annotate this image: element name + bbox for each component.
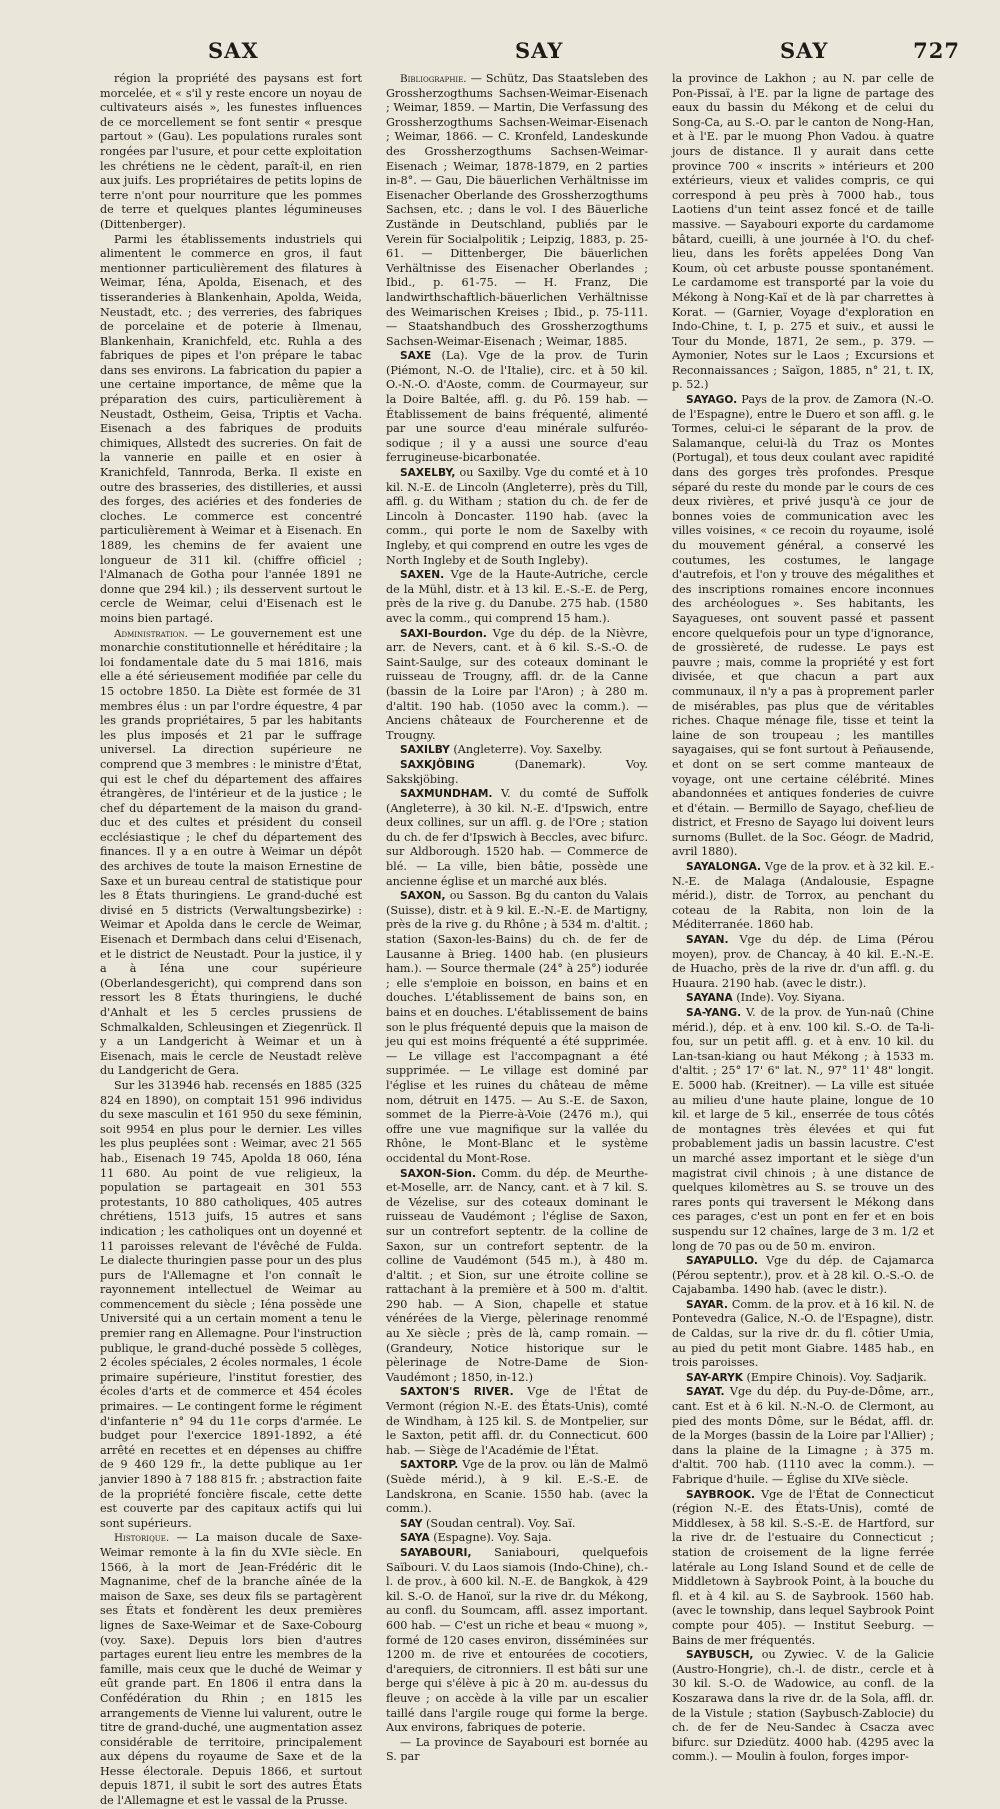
entry-text: (Soudan central). Voy. Saï. [422,1516,576,1530]
headword: SAYABOURI, [400,1546,472,1559]
entry-text: (Danemark). Voy. Sakskjöbing. [386,757,648,786]
paragraph: la province de Lakhon ; au N. par celle de Pon-Pissaï, à l'E. par la ligne de partage des eaux du bassin du Mékong et de celui du Song-Ca, au S.-O. par le canton de Nong-Han, et à l'E. par le muong Phon Vadou. à quatre jours de distance. Il y aurait dans cette province 700 « inscrits » intérieurs et 200 extérieurs, vieux et valides compris, ce qui correspond à peu près à 7000 hab., tous Laotiens d'un teint assez foncé et de taille massive. — Sayabouri exporte du cardamome bâtard, cueilli, à une journée à l'O. du chef-lieu, dans les forêts appelées Dong Van Koum, où cet arbuste pousse spontanément. Le cardamome est transporté par la voie du Mékong à Nong-Kaï et de là par charrettes à Korat. — (Garnier, Voyage d'exploration en Indo-Chine, t. I, p. 275 et suiv., et aussi le Tour du Monde, 1871, 2e sem., p. 379. — Aymonier, Notes sur le Laos ; Excursions et Reconnaissances ; Saïgon, 1885, n° 21, t. IX, p. 52.) [672,72,934,392]
headword: SAXKJÖBING [400,758,475,771]
entry [672,1648,934,1765]
entry-text: (Angleterre). Voy. Saxelby. [449,743,603,757]
paragraph [100,627,362,1079]
entry-text: Vge de la prov. ou län de Malmö (Suède mérid.), à 9 kil. E.-S.-E. de Landskrona, en Scanie. 1550 hab. (avec la comm.). [386,1458,648,1516]
header-middle-word: SAY [515,38,564,63]
section-text: — Le gouvernement est une monarchie constitutionnelle et héréditaire ; la loi fondamentale date du 5 mai 1816, mais elle a été sérieusement modifiée par celle du 15 octobre 1850. La Diète est formée de 31 membres élus : un par l'ordre équestre, 4 par les grands propriétaires, 5 par les habitants les plus imposés et 21 par le suffrage universel. La direction supérieure ne comprend que 3 membres : le ministre d'État, qui est le chef du département des affaires étrangères, de l'intérieur et de la justice ; le chef du département de la maison du grand-duc et des cultes et président du conseil ecclésiastique ; le chef du département des finances. Il y a en outre à Weimar un dépôt des archives de toute la maison Ernestine de Saxe et un bureau central de statistique pour les 8 États thuringiens. Le grand-duché est divisé en 5 districts (Verwaltungsbezirke) : Weimar et Apolda dans le cercle de Weimar, Eisenach et Dermbach dans celui d'Eisenach, et le district de Neustadt. Pour la justice, il y a à Iéna une cour supérieure (Oberlandesgericht), qui comprend dans son ressort les 8 États thuringiens, le duché d'Anhalt et les 5 cercles prussiens de Schmalkalden, Schleusingen et Ziegenrück. Il y a un Landgericht à Weimar et un à Eisenach, mais le cercle de Neustadt relève du Landgericht de Gera. [100,626,362,1078]
entry [386,787,648,889]
entry-text: Vge du dép. de Cajamarca (Pérou septentr.), prov. et à 28 kil. O.-S.-O. de Cajabamba. 1490 hab. (avec le distr.). [672,1254,934,1297]
entry [386,1531,648,1546]
entry-text: V. du comté de Suffolk (Angleterre), à 30 kil. N.-E. d'Ipswich, entre deux collines, sur un affl. g. de l'Ore ; station du ch. de fer d'Ipswich à Beccles, avec bifurc. sur Aldborough. 1520 hab. — Commerce de blé. — La ville, bien bâtie, possède une ancienne église et un marché aux blés. [386,787,648,888]
headword: SAXON, [400,890,446,903]
headword: SAXEN. [400,569,445,582]
entry-text: ou Saxilby. Vge du comté et à 10 kil. N.-E. de Lincoln (Angleterre), près du Till, affl. g. du Witham ; station du ch. de fer de Lincoln à Doncaster. 1190 hab. (avec la comm., qui porte le nom de Saxelby with Ingleby, et qui comprend en outre les vges de North Ingleby et de South Ingleby). [386,466,648,567]
page-header [60,30,960,70]
headword: SAYBUSCH, [686,1649,754,1662]
paragraph: Parmi les établissements industriels qui alimentent le commerce en gros, il faut mentionner particulièrement des filatures à Weimar, Iéna, Apolda, Eisenach, et des tisseranderies à Blankenhain, Apolda, Weida, Neustadt, etc. ; des verreries, des fabriques de porcelaine et de poterie à Ilmenau, Blankenhain, Kranichfeld, etc. Ruhla a des fabriques de pipes et l'on prépare le tabac dans ses environs. La fabrication du papier a une certaine importance, de même que la préparation des cuirs, particulièrement à Neustadt, Ostheim, Geisa, Triptis et Vacha. Eisenach a des fabriques de produits chimiques, Allstedt des sucreries. On fait de la vannerie en paille et en osier à Kranichfeld, Tannroda, Berka. Il existe en outre des brasseries, des distilleries, et aussi des forges, des aciéries et des fonderies de cloches. Le commerce est concentré particulièrement à Weimar et à Eisenach. En 1889, les chemins de fer avaient une longueur de 311 kil. (chiffre officiel ; l'Almanach de Gotha pour l'année 1891 ne donne que 294 kil.) ; ils desservent surtout le cercle de Weimar, celui d'Eisenach est le moins bien partagé. [100,232,362,625]
entry-text: (Espagne). Voy. Saja. [429,1531,552,1545]
entry-text: (La). Vge de la prov. de Turin (Piémont, N.-O. de l'Italie), circ. et à 50 kil. O.-N.-O. d'Aoste, comm. de Courmayeur, sur la Doire Baltée, affl. g. du Pô. 159 hab. — Établissement de bains fréquenté, alimenté par une source d'eau minérale sulfuréo-sodique ; il y a aussi une source d'eau ferrugineuse-bicarbonatée. [386,349,648,465]
entry [672,991,934,1006]
entry [386,743,648,758]
entry [672,1254,934,1298]
entry-text: ou Zywiec. V. de la Galicie (Austro-Hongrie), ch.-l. de distr., cercle et à 30 kil. S.-O. de Wadowice, au confl. de la Koszarawa dans la rive dr. de la Sola, affl. dr. de la Vistule ; station (Saybusch-Zablocie) du ch. de fer de Neu-Sandec à Csacza avec bifurc. sur Dziedütz. 4000 hab. (4295 avec la comm.). — Moulin à foulon, forges impor- [672,1648,934,1764]
headword: SAYAPULLO. [686,1255,758,1268]
entry [386,568,648,626]
column-right [672,72,934,1764]
entry [386,1517,648,1532]
entry [672,1385,934,1487]
header-left-word: SAX [208,38,259,63]
entry [672,1371,934,1386]
headword: SAXE [400,350,432,363]
paragraph [100,1531,362,1808]
headword: SAXTORP. [400,1459,459,1472]
entry-text: Vge de la prov. et à 32 kil. E.-N.-E. de Malaga (Andalousie, Espagne mérid.), distr. de Torrox, au penchant du coteau de la Rabita, non loin de la Méditerranée. 1860 hab. [672,860,934,932]
entry [386,349,648,466]
entry [386,627,648,744]
entry [386,1385,648,1458]
header-right-word: SAY [780,38,829,63]
entry [386,889,648,1166]
paragraph [386,72,648,349]
headword: SAXMUNDHAM. [400,788,493,801]
paragraph: région la propriété des paysans est fort morcelée, et « s'il y reste encore un noyau de cultivateurs aisés », les funestes influences de ce morcellement se font sentir « presque partout » (Gau). Les populations rurales sont rongées par l'usure, et pour cette exploitation les chrétiens ne le cèdent, paraît-il, en rien aux juifs. Les propriétaires de petits lopins de terre n'ont pour nourriture que les pommes de terre et quelques plantes légumineuses (Dittenberger). [100,72,362,231]
paragraph: — La province de Sayabouri est bornée au S. par [386,1735,648,1764]
entry [672,860,934,933]
section-label: Administration. [114,627,188,640]
entry-text: Vge de l'État de Connecticut (région N.-E. des États-Unis), comté de Middlesex, à 58 kil. S.-S.-E. de Hartford, sur la rive dr. de l'estuaire du Connecticut ; station de croisement de la ligne ferrée latérale au Long Island Sound et de celle de Middletown à Saybrook Point, à la bouche du fl. et à 4 kil. au S. de Saybrook. 1560 hab. (avec le township, dans lequel Saybrook Point compte pour 405). — Institut Seeburg. — Bains de mer fréquentés. [672,1487,934,1647]
entry-text: Vge du dép. du Puy-de-Dôme, arr., cant. Est et à 6 kil. N.-N.-O. de Clermont, au pied des monts Dôme, sur le Bédat, affl. dr. de la Morges (bassin de la Loire par l'Allier) ; dans la plaine de la Limagne ; à 375 m. d'altit. 700 hab. (1110 avec la comm.). — Fabrique d'huile. — Église du XIVe siècle. [672,1385,934,1486]
headword: SAXILBY [400,744,450,757]
headword: SAXELBY, [400,467,456,480]
entry-text: Vge de l'État de Vermont (région N.-E. des États-Unis), comté de Windham, à 125 kil. S. de Montpelier, sur le Saxton, petit affl. dr. du Connecticut. 600 hab. — Siège de l'Académie de l'État. [386,1385,648,1457]
entry-text: Comm. de la prov. et à 16 kil. N. de Pontevedra (Galice, N.-O. de l'Espagne), distr. de Caldas, sur la rive dr. du fl. côtier Umia, au pied du petit mont Giabre. 1485 hab., en trois paroisses. [672,1297,934,1370]
entry-text: Vge du dép. de la Nièvre, arr. de Nevers, cant. et à 6 kil. S.-S.-O. de Saint-Saulge, sur des coteaux dominant le ruisseau de Trougny, affl. dr. de la Canne (bassin de la Loire par l'Aron) ; à 280 m. d'altit. 190 hab. (1050 avec la comm.). — Anciens châteaux de Fourcherenne et de Trougny. [386,626,648,742]
paragraph: Sur les 313946 hab. recensés en 1885 (325 824 en 1890), on comptait 151 996 individus du sexe masculin et 161 950 du sexe féminin, soit 9954 en plus pour le dernier. Les villes les plus peuplées sont : Weimar, avec 21 565 hab., Eisenach 19 745, Apolda 18 060, Iéna 11 680. Au point de vue religieux, la population se partageait en 301 553 protestants, 10 880 catholiques, 405 autres chrétiens, 1513 juifs, 15 autres et sans indication ; les catholiques ont un doyenné et 11 paroisses relevant de l'évêché de Fulda. Le dialecte thuringien passe pour un des plus purs de l'Allemagne et l'on connaît le rayonnement intellectuel de Weimar au commencement du siècle ; Iéna possède une Université qui a un certain moment a tenu le premier rang en Allemagne. Pour l'instruction publique, le grand-duché possède 5 collèges, 2 écoles spéciales, 2 écoles normales, 1 école primaire supérieure, l'institut forestier, des écoles d'arts et de commerce et 454 écoles primaires. — Le contingent forme le régiment d'infanterie n° 94 du 11e corps d'armée. Le budget pour l'exercice 1891-1892, a été arrêté en recettes et en dépenses au chiffre de 9 460 129 fr., la dette publique au 1er janvier 1890 à 7 188 815 fr. ; abstraction faite de la propriété foncière fiscale, cette dette est couverte par des capitaux actifs qui lui sont supérieurs. [100,1078,362,1530]
entry [386,758,648,787]
headword: SAY [400,1517,423,1530]
entry [672,1006,934,1254]
entry-text: Vge de la Haute-Autriche, cercle de la Mühl, distr. et à 13 kil. E.-S.-E. de Perg, près de la rive g. du Danube. 275 hab. (1580 avec la comm., qui comprend 15 ham.). [386,568,648,625]
entry-text: Comm. du dép. de Meurthe-et-Moselle, arr. de Nancy, cant. et à 7 kil. S. de Vézelise, sur des coteaux dominant le ruisseau de Vaudémont ; l'église de Saxon, sur un contrefort septentr. de la colline de Saxon, sur un contrefort septentr. de la colline de Vaudémont (545 m.), à 480 m. d'altit. ; et Sion, sur une étroite colline se rattachant à la première et à 500 m. d'altit. 290 hab. — A Sion, chapelle et statue vénérées de la Vierge, pèlerinage renommé au Xe siècle ; près de là, camp romain. — (Grandeury, Notice historique sur le pèlerinage de Notre-Dame de Sion-Vaudémont ; 1850, in-12.) [386,1166,648,1384]
section-text: — Schütz, Das Staatsleben des Grossherzogthums Sachsen-Weimar-Eisenach ; Weimar, 1859. — Martin, Die Verfassung des Grossherzogthums Sachsen-Weimar-Eisenach ; Weimar, 1866. — C. Kronfeld, Landeskunde des Grossherzogthums Sachsen-Weimar-Eisenach ; Weimar, 1878-1879, en 2 parties in-8°. — Gau, Die bäuerlichen Verhältnisse im Eisenacher Oberlande des Grossherzogthums Sachsen, etc. ; dans le vol. I des Bäuerliche Zustände in Deutschland, publiés par le Verein für Socialpolitik ; Leipzig, 1883, p. 25-61. — Dittenberger, Die bäuerlichen Verhältnisse des Eisenacher Oberlandes ; Ibid., p. 61-75. — H. Franz, Die landwirthschaftlich-bäuerlichen Verhältnisse des Weimarischen Kreises ; Ibid., p. 75-111. — Staatshandbuch des Grossherzogthums Sachsen-Weimar-Eisenach ; Weimar, 1885. [386,72,648,348]
entry-text: (Inde). Voy. Siyana. [732,991,845,1005]
section-label: Historique. [114,1532,170,1545]
headword: SAYALONGA. [686,861,762,874]
headword: SA-YANG. [686,1007,742,1019]
headword: SAXON-Sion. [400,1167,476,1180]
entry-text: ou Sasson. Bg du canton du Valais (Suisse), distr. et à 9 kil. E.-N.-E. de Martigny, près de la rive g. du Rhône ; à 534 m. d'altit. ; station (Saxon-les-Bains) du ch. de fer de Lausanne à Brieg. 1400 hab. (en plusieurs ham.). — Source thermale (24° à 25°) iodurée ; elle s'emploie en boisson, en bains et en douches. L'établissement de bains son, en bains et en douches. L'établissement de bains son le plus fréquenté depuis que la maison de jeu qui est moins fréquenté a été supprimée. — Le village est l'accompagnant a été supprimée. — Le village est dominé par l'église et les ruines du château de même nom, détruit en 1475. — Au S.-E. de Saxon, sommet de la Pierre-à-Voie (2476 m.), qui offre une vue magnifique sur la vallée du Rhône, le Mont-Blanc et le système occidental du Mont-Rose. [386,889,648,1165]
headword: SAXTON'S RIVER. [400,1386,514,1399]
entry [386,466,648,568]
entry [672,1298,934,1371]
section-text: — La maison ducale de Saxe-Weimar remonte à la fin du XVIe siècle. En 1566, à la mort de Jean-Frédéric dit le Magnanime, chef de la branche aînée de la maison de Saxe, ses deux fils se partagèrent ses États et fondèrent les deux premières lignes de Saxe-Weimar et de Saxe-Cobourg (voy. Saxe). Depuis lors bien d'autres partages eurent lieu entre les membres de la famille, mais ceux que le duché de Weimar y eût grande part. En 1806 il entra dans la Confédération du Rhin ; en 1815 les arrangements de Vienne lui valurent, outre le titre de grand-duché, une augmentation assez considérable de territoire, principalement aux dépens du royaume de Saxe et de la Hesse électorale. Depuis 1866, et surtout depuis 1871, il subit le sort des autres États de l'Allemagne et est le vassal de la Prusse. [100,1531,362,1808]
column-middle [386,72,648,1764]
entry-text: Saniabouri, quelquefois Saïbouri. V. du Laos siamois (Indo-Chine), ch.-l. de prov., à 600 kil. N.-E. de Bangkok, à 429 kil. S.-O. de Hanoï, sur la rive dr. du Mékong, au confl. du Soumcam, affl. assez important. 600 hab. — C'est un riche et beau « muong », formé de 120 cases environ, disséminées sur 1200 m. de rive et entourées de cocotiers, d'arequiers, de citronniers. Il est bâti sur une berge qui s'élève à pic à 20 m. au-dessus du fleuve ; on accède à la ville par un escalier taillé dans l'argile rouge qui forme la berge. Aux environs, fabriques de poterie. [386,1545,648,1735]
headword: SAYA [400,1532,430,1545]
entry [386,1167,648,1386]
entry [386,1458,648,1516]
headword: SAYANA [686,992,733,1005]
headword: SAYAT. [686,1386,725,1399]
entry-text: Pays de la prov. de Zamora (N.-O. de l'Espagne), entre le Duero et son affl. g. le Tormes, celui-ci le séparant de la prov. de Salamanque, celui-là du Traz os Montes (Portugal), et tous deux coulant avec rapidité dans des gorges très profondes. Presque séparé du reste du monde par le cours de ces deux rivières, et privé jusqu'à ce jour de bonnes voies de communication avec les villes voisines, « ce recoin du royaume, isolé du mouvement général, a conservé les coutumes, les costumes, le langage d'autrefois, et l'on y trouve des mégalithes et des inscriptions romaines encore inconnues des archéologues ». Ses habitants, les Sayagueses, ont souvent passé et passent encore quelquefois pour un type d'ignorance, de grossièreté, de rudesse. Le pays est pauvre ; mais, comme la propriété y est fort divisée, et que chacun a part aux communaux, il n'y a pas à proprement parler de misérables, pas plus que de véritables riches. Chaque ménage file, tisse et teint la laine de son troupeau ; les mantilles sayagaises, qui se font surtout à Peñausende, et dont on se sert comme manteaux de voyage, ont une certaine célébrité. Mines abandonnées et antiques fonderies de cuivre et d'étain. — Bermillo de Sayago, chef-lieu de district, et Fresno de Sayago lui doivent leurs surnoms (Bullet. de la Soc. Géogr. de Madrid, avril 1880). [672,393,934,859]
entry [672,393,934,860]
headword: SAYAR. [686,1298,729,1311]
headword: SAYAGO. [686,394,738,407]
headword: SAYAN. [686,934,729,947]
column-left [100,72,362,1808]
headword: SAYBROOK. [686,1488,755,1501]
entry [672,933,934,991]
entry [386,1546,648,1736]
page-number: 727 [913,38,960,63]
headword: SAXI-Bourdon. [400,627,487,640]
headword: SAY-ARYK [686,1371,743,1384]
entry-text: Vge du dép. de Lima (Pérou moyen), prov. de Chancay, à 40 kil. E.-N.-E. de Huacho, près de la rive dr. d'un affl. g. du Huaura. 2190 hab. (avec le distr.). [672,933,934,990]
entry-text: (Empire Chinois). Voy. Sadjarik. [742,1370,927,1384]
entry-text: V. de la prov. de Yun-naû (Chine mérid.), dép. et à env. 100 kil. S.-O. de Ta-li-fou, sur un petit affl. g. et à env. 10 kil. du Lan-tsan-kiang ou haut Mékong ; à 1533 m. d'altit. ; 25° 17' 6" lat. N., 97° 11' 48" longit. E. 5000 hab. (Kreitner). — La ville est située au milieu d'une haute plaine, longue de 10 kil. et large de 5 kil., enserrée de tous côtés de montagnes très élevées et qui fut probablement jadis un bassin lacustre. C'est un marché assez important et le siège d'un magistrat civil chinois ; à une distance de quelques kilomètres au S. se trouve un des rares ponts qui traversent le Mékong dans ces parages, c'est un pont en fer et en bois suspendu sur 12 chaînes, large de 3 m. 1/2 et long de 70 pas ou de 50 m. environ. [672,1006,934,1253]
entry [672,1488,934,1649]
section-label: Bibliographie. [400,73,467,85]
